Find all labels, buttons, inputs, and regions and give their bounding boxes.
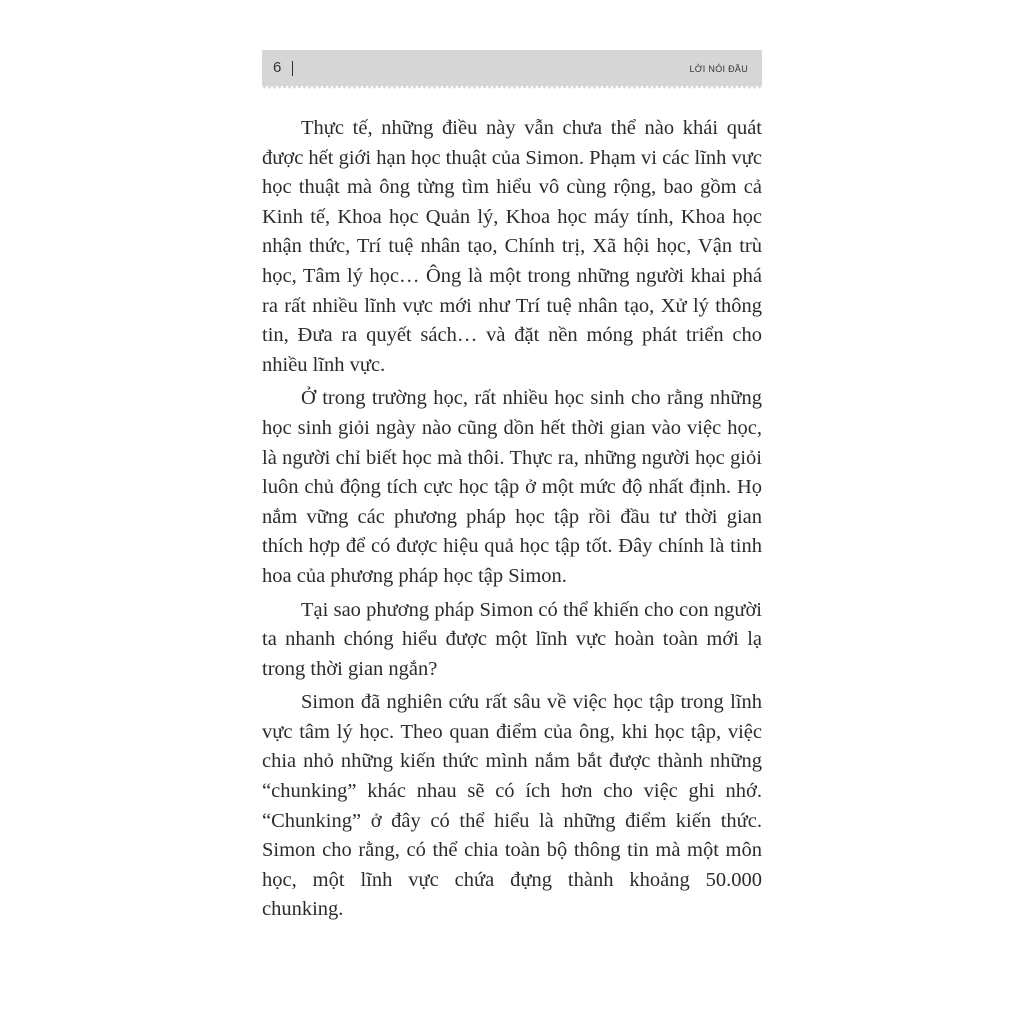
paragraph: Simon đã nghiên cứu rất sâu về việc học tập trong lĩnh vực tâm lý học. Theo quan điểm của ông, khi học tập, việc chia nhỏ những kiến thức mình nắm bắt được thành những “chunking” khác nhau sẽ có ích hơn cho việc ghi nhớ. “Chunking” ở đây có thể hiểu là những điểm kiến thức. Simon cho rằng, có thể chia toàn bộ thông tin mà một môn học, một lĩnh vực chứa đựng thành khoảng 50.000 chunking. <box>262 691 762 921</box>
paragraph: Ở trong trường học, rất nhiều học sinh cho rằng những học sinh giỏi ngày nào cũng dồn hết thời gian vào việc học, là người chỉ biết học mà thôi. Thực ra, những người học giỏi luôn chủ động tích cực học tập ở một mức độ nhất định. Họ nắm vững các phương pháp học tập rồi đầu tư thời gian thích hợp để có được hiệu quả học tập tốt. Đây chính là tinh hoa của phương pháp học tập Simon. <box>262 387 762 587</box>
running-header <box>262 50 762 86</box>
header-divider <box>292 61 293 76</box>
chapter-title: LỜI NÓI ĐẦU <box>689 64 748 74</box>
paragraph: Thực tế, những điều này vẫn chưa thể nào khái quát được hết giới hạn học thuật của Simon. Phạm vi các lĩnh vực học thuật mà ông từng tìm hiểu vô cùng rộng, bao gồm cả Kinh tế, Khoa học Quản lý, Khoa học máy tính, Khoa học nhận thức, Trí tuệ nhân tạo, Chính trị, Xã hội học, Vận trù học, Tâm lý học… Ông là một trong những người khai phá ra rất nhiều lĩnh vực mới như Trí tuệ nhân tạo, Xử lý thông tin, Đưa ra quyết sách… và đặt nền móng phát triển cho nhiều lĩnh vực. <box>262 117 762 376</box>
body-text <box>262 114 762 929</box>
paragraph: Tại sao phương pháp Simon có thể khiến cho con người ta nhanh chóng hiểu được một lĩnh vực hoàn toàn mới lạ trong thời gian ngắn? <box>262 598 762 680</box>
page-number: 6 <box>273 59 282 76</box>
